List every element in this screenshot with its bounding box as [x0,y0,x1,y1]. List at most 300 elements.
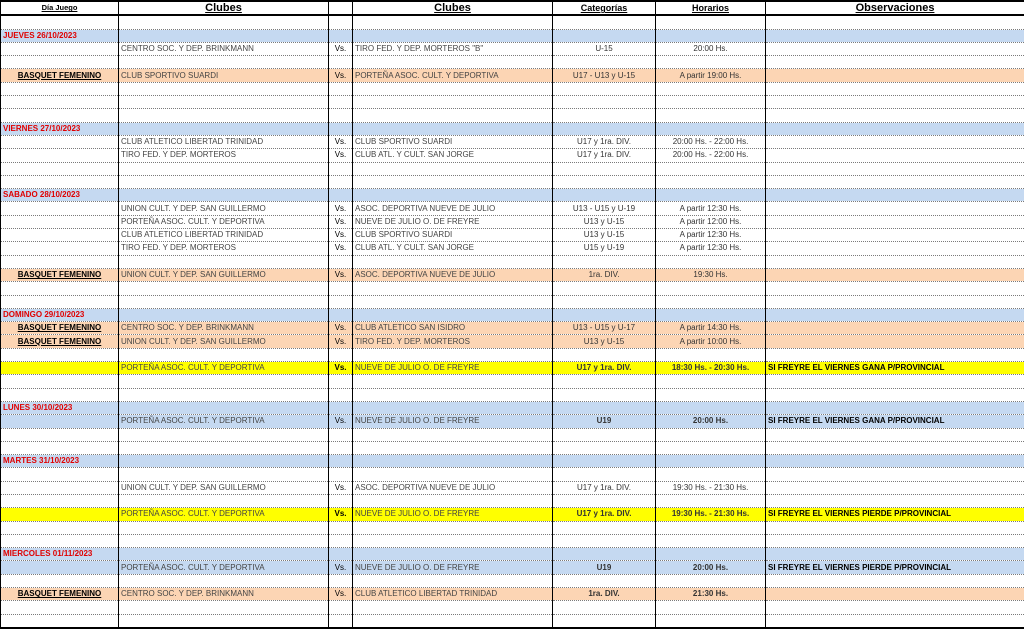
category[interactable]: U17 y 1ra. DIV. [553,135,656,148]
local-club[interactable]: UNION CULT. Y DEP. SAN GUILLERMO [119,335,329,348]
empty-cell[interactable] [119,521,329,534]
empty-cell[interactable] [119,82,329,95]
category[interactable]: U19 [553,561,656,574]
visitor-club[interactable]: PORTEÑA ASOC. CULT. Y DEPORTIVA [353,69,553,82]
empty-cell[interactable] [119,15,329,29]
empty-cell[interactable] [353,295,553,308]
empty-cell[interactable] [553,29,656,42]
empty-cell[interactable] [329,96,353,109]
empty-cell[interactable] [119,348,329,361]
vs-label[interactable]: Vs. [329,322,353,335]
empty-cell[interactable] [553,255,656,268]
empty-cell[interactable] [329,455,353,468]
empty-cell[interactable] [553,601,656,614]
visitor-club[interactable]: CLUB SPORTIVO SUARDI [353,135,553,148]
observation[interactable] [766,202,1024,215]
local-club[interactable]: UNION CULT. Y DEP. SAN GUILLERMO [119,268,329,281]
empty-cell[interactable] [553,189,656,202]
visitor-club[interactable]: CLUB ATLETICO LIBERTAD TRINIDAD [353,588,553,601]
category[interactable]: U13 y U-15 [553,215,656,228]
empty-cell[interactable] [553,175,656,188]
empty-cell[interactable] [329,375,353,388]
empty-cell[interactable] [766,455,1024,468]
match-note[interactable] [1,362,119,375]
empty-cell[interactable] [766,388,1024,401]
day-label[interactable]: MIERCOLES 01/11/2023 [1,548,119,561]
empty-cell[interactable] [329,534,353,547]
empty-cell[interactable] [119,255,329,268]
empty-cell[interactable] [353,428,553,441]
vs-label[interactable]: Vs. [329,69,353,82]
empty-cell[interactable] [766,29,1024,42]
empty-cell[interactable] [553,348,656,361]
empty-cell[interactable] [353,601,553,614]
empty-cell[interactable] [656,189,766,202]
schedule-time[interactable]: 18:30 Hs. - 20:30 Hs. [656,362,766,375]
empty-cell[interactable] [119,189,329,202]
vs-label[interactable]: Vs. [329,215,353,228]
empty-cell[interactable] [329,574,353,587]
empty-cell[interactable] [766,534,1024,547]
empty-cell[interactable] [353,468,553,481]
empty-cell[interactable] [119,162,329,175]
empty-cell[interactable] [656,282,766,295]
empty-cell[interactable] [329,109,353,122]
schedule-time[interactable]: A partir 10:00 Hs. [656,335,766,348]
empty-cell[interactable] [766,282,1024,295]
empty-cell[interactable] [353,189,553,202]
schedule-time[interactable]: 21:30 Hs. [656,588,766,601]
empty-cell[interactable] [329,494,353,507]
match-note[interactable]: BASQUET FEMENINO [1,268,119,281]
empty-cell[interactable] [553,82,656,95]
empty-cell[interactable] [656,295,766,308]
empty-cell[interactable] [329,548,353,561]
empty-cell[interactable] [656,56,766,69]
empty-cell[interactable] [329,614,353,628]
empty-cell[interactable] [553,441,656,454]
schedule-time[interactable]: A partir 12:30 Hs. [656,229,766,242]
empty-cell[interactable] [353,15,553,29]
empty-cell[interactable] [553,455,656,468]
visitor-club[interactable]: TIRO FED. Y DEP. MORTEROS "B" [353,42,553,55]
local-club[interactable]: TIRO FED. Y DEP. MORTEROS [119,242,329,255]
empty-cell[interactable] [353,255,553,268]
empty-cell[interactable] [353,494,553,507]
day-label[interactable]: MARTES 31/10/2023 [1,455,119,468]
empty-cell[interactable] [329,282,353,295]
empty-cell[interactable] [119,401,329,414]
match-note[interactable]: BASQUET FEMENINO [1,69,119,82]
vs-label[interactable]: Vs. [329,242,353,255]
empty-cell[interactable] [119,56,329,69]
empty-cell[interactable] [656,29,766,42]
local-club[interactable]: UNION CULT. Y DEP. SAN GUILLERMO [119,202,329,215]
empty-cell[interactable] [329,601,353,614]
empty-cell[interactable] [656,109,766,122]
category[interactable]: U17 y 1ra. DIV. [553,481,656,494]
empty-cell[interactable] [766,255,1024,268]
category[interactable]: U13 - U15 y U-19 [553,202,656,215]
empty-cell[interactable] [353,534,553,547]
empty-cell[interactable] [766,56,1024,69]
empty-cell[interactable] [766,189,1024,202]
empty-cell[interactable] [766,494,1024,507]
empty-cell[interactable] [656,15,766,29]
category[interactable]: U13 - U15 y U-17 [553,322,656,335]
schedule-time[interactable]: A partir 12:30 Hs. [656,202,766,215]
empty-cell[interactable] [1,162,119,175]
category[interactable]: U17 y 1ra. DIV. [553,508,656,521]
match-note[interactable] [1,215,119,228]
local-club[interactable]: PORTEÑA ASOC. CULT. Y DEPORTIVA [119,415,329,428]
empty-cell[interactable] [656,255,766,268]
empty-cell[interactable] [656,175,766,188]
empty-cell[interactable] [553,109,656,122]
empty-cell[interactable] [766,375,1024,388]
empty-cell[interactable] [329,468,353,481]
match-note[interactable] [1,149,119,162]
match-note[interactable]: BASQUET FEMENINO [1,322,119,335]
empty-cell[interactable] [353,348,553,361]
empty-cell[interactable] [1,521,119,534]
visitor-club[interactable]: ASOC. DEPORTIVA NUEVE DE JULIO [353,202,553,215]
empty-cell[interactable] [1,375,119,388]
empty-cell[interactable] [353,282,553,295]
schedule-time[interactable]: 19:30 Hs. - 21:30 Hs. [656,508,766,521]
local-club[interactable]: CLUB SPORTIVO SUARDI [119,69,329,82]
match-note[interactable] [1,415,119,428]
empty-cell[interactable] [766,601,1024,614]
empty-cell[interactable] [656,162,766,175]
empty-cell[interactable] [553,15,656,29]
empty-cell[interactable] [656,534,766,547]
empty-cell[interactable] [656,401,766,414]
vs-label[interactable]: Vs. [329,588,353,601]
empty-cell[interactable] [656,521,766,534]
empty-cell[interactable] [119,494,329,507]
empty-cell[interactable] [656,441,766,454]
empty-cell[interactable] [553,388,656,401]
empty-cell[interactable] [329,82,353,95]
local-club[interactable]: CLUB ATLETICO LIBERTAD TRINIDAD [119,135,329,148]
category[interactable]: 1ra. DIV. [553,268,656,281]
empty-cell[interactable] [353,308,553,321]
vs-label[interactable]: Vs. [329,268,353,281]
empty-cell[interactable] [656,455,766,468]
empty-cell[interactable] [119,548,329,561]
empty-cell[interactable] [656,348,766,361]
vs-label[interactable]: Vs. [329,508,353,521]
match-note[interactable]: BASQUET FEMENINO [1,335,119,348]
empty-cell[interactable] [1,468,119,481]
empty-cell[interactable] [119,614,329,628]
visitor-club[interactable]: ASOC. DEPORTIVA NUEVE DE JULIO [353,268,553,281]
match-note[interactable] [1,508,119,521]
schedule-time[interactable]: A partir 14:30 Hs. [656,322,766,335]
empty-cell[interactable] [656,468,766,481]
schedule-time[interactable]: A partir 12:30 Hs. [656,242,766,255]
empty-cell[interactable] [329,308,353,321]
vs-label[interactable]: Vs. [329,202,353,215]
observation[interactable]: SI FREYRE EL VIERNES PIERDE P/PROVINCIAL [766,508,1024,521]
observation[interactable]: SI FREYRE EL VIERNES GANA P/PROVINCIAL [766,362,1024,375]
empty-cell[interactable] [329,255,353,268]
category[interactable]: U15 y U-19 [553,242,656,255]
local-club[interactable]: CENTRO SOC. Y DEP. BRINKMANN [119,322,329,335]
empty-cell[interactable] [329,189,353,202]
empty-cell[interactable] [656,614,766,628]
local-club[interactable]: PORTEÑA ASOC. CULT. Y DEPORTIVA [119,362,329,375]
empty-cell[interactable] [656,122,766,135]
vs-label[interactable]: Vs. [329,335,353,348]
day-label[interactable]: VIERNES 27/10/2023 [1,122,119,135]
empty-cell[interactable] [553,428,656,441]
empty-cell[interactable] [656,82,766,95]
empty-cell[interactable] [353,401,553,414]
category[interactable]: U-15 [553,42,656,55]
empty-cell[interactable] [119,388,329,401]
empty-cell[interactable] [1,56,119,69]
empty-cell[interactable] [766,295,1024,308]
observation[interactable] [766,335,1024,348]
empty-cell[interactable] [656,308,766,321]
empty-cell[interactable] [1,428,119,441]
empty-cell[interactable] [353,175,553,188]
empty-cell[interactable] [1,96,119,109]
empty-cell[interactable] [1,534,119,547]
empty-cell[interactable] [119,109,329,122]
empty-cell[interactable] [553,375,656,388]
empty-cell[interactable] [119,441,329,454]
schedule-time[interactable]: 20:00 Hs. [656,561,766,574]
observation[interactable] [766,588,1024,601]
empty-cell[interactable] [119,295,329,308]
visitor-club[interactable]: CLUB ATL. Y CULT. SAN JORGE [353,242,553,255]
empty-cell[interactable] [553,548,656,561]
empty-cell[interactable] [119,29,329,42]
empty-cell[interactable] [766,401,1024,414]
empty-cell[interactable] [766,428,1024,441]
empty-cell[interactable] [329,56,353,69]
empty-cell[interactable] [353,455,553,468]
vs-label[interactable]: Vs. [329,135,353,148]
empty-cell[interactable] [553,122,656,135]
empty-cell[interactable] [766,122,1024,135]
match-note[interactable] [1,202,119,215]
empty-cell[interactable] [329,441,353,454]
category[interactable]: U17 y 1ra. DIV. [553,149,656,162]
empty-cell[interactable] [353,388,553,401]
empty-cell[interactable] [353,162,553,175]
empty-cell[interactable] [329,15,353,29]
local-club[interactable]: PORTEÑA ASOC. CULT. Y DEPORTIVA [119,215,329,228]
empty-cell[interactable] [1,614,119,628]
match-note[interactable] [1,42,119,55]
local-club[interactable]: TIRO FED. Y DEP. MORTEROS [119,149,329,162]
empty-cell[interactable] [1,109,119,122]
empty-cell[interactable] [766,15,1024,29]
category[interactable]: U13 y U-15 [553,229,656,242]
observation[interactable] [766,268,1024,281]
match-note[interactable] [1,135,119,148]
empty-cell[interactable] [329,388,353,401]
empty-cell[interactable] [119,175,329,188]
schedule-time[interactable]: 19:30 Hs. [656,268,766,281]
empty-cell[interactable] [329,295,353,308]
schedule-time[interactable]: 20:00 Hs. [656,415,766,428]
empty-cell[interactable] [353,96,553,109]
schedule-time[interactable]: 20:00 Hs. [656,42,766,55]
empty-cell[interactable] [553,401,656,414]
day-label[interactable]: LUNES 30/10/2023 [1,401,119,414]
empty-cell[interactable] [1,441,119,454]
empty-cell[interactable] [766,109,1024,122]
visitor-club[interactable]: NUEVE DE JULIO O. DE FREYRE [353,561,553,574]
empty-cell[interactable] [1,348,119,361]
visitor-club[interactable]: ASOC. DEPORTIVA NUEVE DE JULIO [353,481,553,494]
empty-cell[interactable] [119,574,329,587]
empty-cell[interactable] [119,601,329,614]
empty-cell[interactable] [766,441,1024,454]
empty-cell[interactable] [553,494,656,507]
empty-cell[interactable] [353,574,553,587]
empty-cell[interactable] [119,468,329,481]
empty-cell[interactable] [553,282,656,295]
empty-cell[interactable] [766,548,1024,561]
empty-cell[interactable] [119,282,329,295]
visitor-club[interactable]: NUEVE DE JULIO O. DE FREYRE [353,415,553,428]
empty-cell[interactable] [656,574,766,587]
visitor-club[interactable]: CLUB ATL. Y CULT. SAN JORGE [353,149,553,162]
empty-cell[interactable] [119,428,329,441]
empty-cell[interactable] [656,388,766,401]
observation[interactable] [766,135,1024,148]
empty-cell[interactable] [1,601,119,614]
empty-cell[interactable] [766,468,1024,481]
empty-cell[interactable] [1,282,119,295]
empty-cell[interactable] [656,601,766,614]
empty-cell[interactable] [119,308,329,321]
local-club[interactable]: CENTRO SOC. Y DEP. BRINKMANN [119,42,329,55]
category[interactable]: 1ra. DIV. [553,588,656,601]
empty-cell[interactable] [553,521,656,534]
observation[interactable] [766,481,1024,494]
empty-cell[interactable] [766,96,1024,109]
empty-cell[interactable] [1,82,119,95]
observation[interactable]: SI FREYRE EL VIERNES PIERDE P/PROVINCIAL [766,561,1024,574]
observation[interactable] [766,215,1024,228]
visitor-club[interactable]: NUEVE DE JULIO O. DE FREYRE [353,215,553,228]
visitor-club[interactable]: NUEVE DE JULIO O. DE FREYRE [353,362,553,375]
vs-label[interactable]: Vs. [329,149,353,162]
empty-cell[interactable] [329,401,353,414]
vs-label[interactable]: Vs. [329,561,353,574]
observation[interactable] [766,242,1024,255]
empty-cell[interactable] [119,375,329,388]
empty-cell[interactable] [353,441,553,454]
vs-label[interactable]: Vs. [329,415,353,428]
local-club[interactable]: PORTEÑA ASOC. CULT. Y DEPORTIVA [119,561,329,574]
schedule-time[interactable]: A partir 12:00 Hs. [656,215,766,228]
schedule-time[interactable]: 19:30 Hs. - 21:30 Hs. [656,481,766,494]
empty-cell[interactable] [119,122,329,135]
visitor-club[interactable]: TIRO FED. Y DEP. MORTEROS [353,335,553,348]
day-label[interactable]: SABADO 28/10/2023 [1,189,119,202]
empty-cell[interactable] [329,521,353,534]
observation[interactable] [766,42,1024,55]
empty-cell[interactable] [1,255,119,268]
empty-cell[interactable] [353,521,553,534]
empty-cell[interactable] [766,82,1024,95]
empty-cell[interactable] [766,175,1024,188]
match-note[interactable] [1,481,119,494]
visitor-club[interactable]: NUEVE DE JULIO O. DE FREYRE [353,508,553,521]
empty-cell[interactable] [119,96,329,109]
vs-label[interactable]: Vs. [329,42,353,55]
empty-cell[interactable] [353,614,553,628]
empty-cell[interactable] [553,295,656,308]
category[interactable]: U13 y U-15 [553,335,656,348]
match-note[interactable] [1,229,119,242]
local-club[interactable]: UNION CULT. Y DEP. SAN GUILLERMO [119,481,329,494]
vs-label[interactable]: Vs. [329,229,353,242]
observation[interactable] [766,322,1024,335]
empty-cell[interactable] [353,548,553,561]
empty-cell[interactable] [329,348,353,361]
vs-label[interactable]: Vs. [329,362,353,375]
local-club[interactable]: PORTEÑA ASOC. CULT. Y DEPORTIVA [119,508,329,521]
visitor-club[interactable]: CLUB ATLETICO SAN ISIDRO [353,322,553,335]
empty-cell[interactable] [119,455,329,468]
empty-cell[interactable] [353,122,553,135]
empty-cell[interactable] [329,162,353,175]
empty-cell[interactable] [353,109,553,122]
schedule-time[interactable]: A partir 19:00 Hs. [656,69,766,82]
empty-cell[interactable] [329,175,353,188]
empty-cell[interactable] [353,375,553,388]
empty-cell[interactable] [353,82,553,95]
empty-cell[interactable] [553,468,656,481]
observation[interactable] [766,69,1024,82]
empty-cell[interactable] [766,574,1024,587]
empty-cell[interactable] [553,162,656,175]
empty-cell[interactable] [766,521,1024,534]
local-club[interactable]: CENTRO SOC. Y DEP. BRINKMANN [119,588,329,601]
empty-cell[interactable] [353,56,553,69]
schedule-time[interactable]: 20:00 Hs. - 22:00 Hs. [656,135,766,148]
empty-cell[interactable] [656,548,766,561]
empty-cell[interactable] [553,614,656,628]
empty-cell[interactable] [1,295,119,308]
match-note[interactable] [1,242,119,255]
day-label[interactable]: JUEVES 26/10/2023 [1,29,119,42]
category[interactable]: U17 - U13 y U-15 [553,69,656,82]
empty-cell[interactable] [766,614,1024,628]
empty-cell[interactable] [553,534,656,547]
empty-cell[interactable] [553,56,656,69]
empty-cell[interactable] [553,574,656,587]
observation[interactable] [766,149,1024,162]
empty-cell[interactable] [656,494,766,507]
empty-cell[interactable] [656,428,766,441]
empty-cell[interactable] [656,96,766,109]
day-label[interactable]: DOMINGO 29/10/2023 [1,308,119,321]
empty-cell[interactable] [329,428,353,441]
category[interactable]: U17 y 1ra. DIV. [553,362,656,375]
empty-cell[interactable] [766,162,1024,175]
empty-cell[interactable] [1,15,119,29]
